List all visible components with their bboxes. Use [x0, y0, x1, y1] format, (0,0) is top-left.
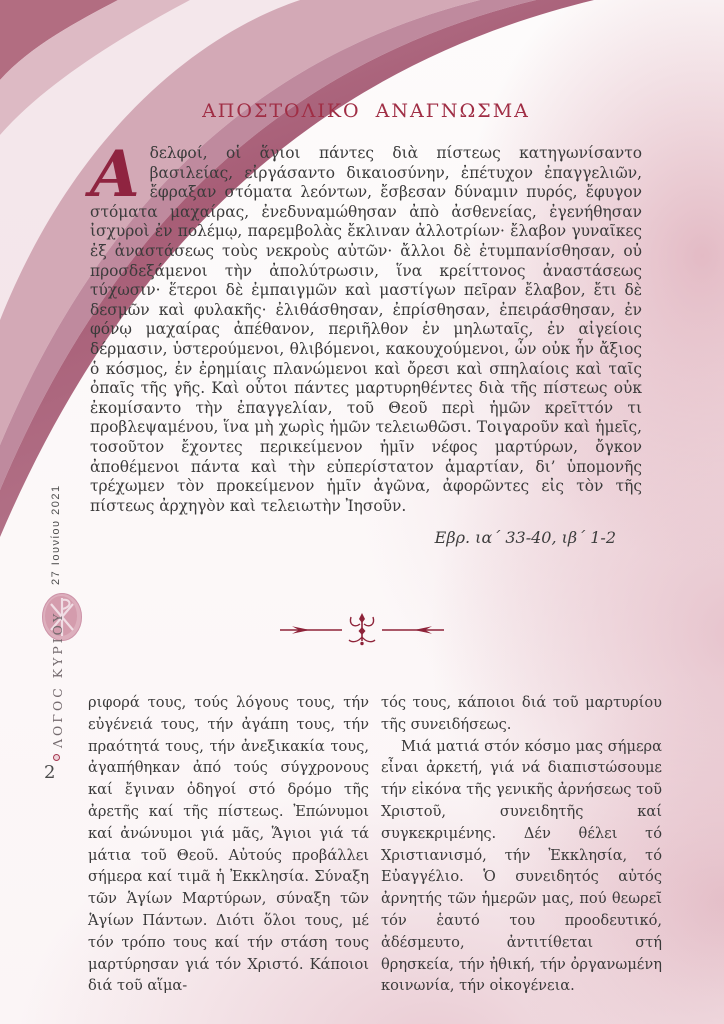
commentary-paragraph: ριφορά τους, τούς λόγους τους, τήν εὐγένειά τους, τήν ἀγάπη τους, τήν πραότητά τους, τήν ἀνεξικακία τους, ἀγαπήθηκαν ἀπό τούς σύγχρονους καί ἔγιναν ὁδηγοί στό δρόμο τῆς ἀρετῆς καί τῆς πίστεως. Ἐπώνυμοι καί ἀνώνυμοι γιά μᾶς, Ἅγιοι γιά τά μάτια τοῦ Θεοῦ. Αὐτούς προβάλλει σήμερα καί τιμᾶ ἡ Ἐκκλησία. Σύναξη τῶν Ἁγίων Μαρτύρων, σύναξη τῶν Ἁγίων Πάντων. Διότι ὅλοι τους, μέ τόν τρόπο τους καί τήν στάση τους μαρτύρησαν γιά τόν Χριστό. Κάποιοι διά τοῦ αἵμα-	[88, 694, 369, 995]
drop-cap-initial: Α	[90, 137, 140, 212]
reading-paragraph	[90, 137, 642, 516]
reading-text: δελφοί, οἱ ἅγιοι πάντες διὰ πίστεως κατηγωνίσαντο βασιλείας, εἰργάσαντο δικαιοσύνην, ἐπέτυχον ἐπαγγελιῶν, ἔφραξαν στόματα λεόντων, ἔσβεσαν δύναμιν πυρός, ἔφυγον στόματα μαχαίρας, ἐνεδυναμώθησαν ἀπὸ ἀσθενείας, ἐγενήθησαν ἰσχυροὶ ἐν πολέμῳ, παρεμβολὰς ἔκλιναν ἀλλοτρίων· ἔλαβον γυναῖκες ἐξ ἀναστάσεως τοὺς νεκροὺς αὐτῶν· ἄλλοι δὲ ἐτυμπανίσθησαν, οὐ προσδεξάμενοι τὴν ἀπολύτρωσιν, ἵνα κρείττονος ἀναστάσεως τύχωσιν· ἕτεροι δὲ ἐμπαιγμῶν καὶ μαστίγων πεῖραν ἔλαβον, ἔτι δὲ δεσμῶν καὶ φυλακῆς· ἐλιθάσθησαν, ἐπρίσθησαν, ἐπειράσθησαν, ἐν φόνῳ μαχαίρας ἀπέθανον, περιῆλθον ἐν μηλωταῖς, ἐν αἰγείοις δέρμασιν, ὑστερούμενοι, θλιβόμενοι, κακουχούμενοι, ὧν οὐκ ἦν ἄξιος ὁ κόσμος, ἐν ἐρημίαις πλανώμενοι καὶ ὄρεσι καὶ σπηλαίοις καὶ ταῖς ὀπαῖς τῆς γῆς. Καὶ οὗτοι πάντες μαρτυρηθέντες διὰ τῆς πίστεως οὐκ ἐκομίσαντο τὴν ἐπαγγελίαν, τοῦ Θεοῦ περὶ ἡμῶν κρεῖττόν τι προβλεψαμένου, ἵνα μὴ χωρὶς ἡμῶν τελειωθῶσι. Τοιγαροῦν καὶ ἡμεῖς, τοσοῦτον ἔχοντες περικείμενον ἡμῖν νέφος μαρτύρων, ὄγκον ἀποθέμενοι πάντα καὶ τὴν εὐπερίστατον ἁμαρτίαν, δι’ ὑπομονῆς τρέχωμεν τὸν προκείμενον ἡμῖν ἀγῶνα, ἀφορῶντες εἰς τὸν τῆς πίστεως ἀρχηγὸν καὶ τελειωτὴν Ἰησοῦν.	[90, 144, 642, 515]
page-number: 2	[44, 762, 56, 783]
page-title: ΑΠΟΣΤΟΛΙΚΟ ΑΝΑΓΝΩΣΜΑ	[202, 100, 530, 122]
scripture-reference: Εβρ. ια´ 33-40, ιβ´ 1-2	[434, 528, 616, 548]
commentary-paragraph: Μιά ματιά στόν κόσμο μας σήμερα εἶναι ἀρκετή, γιά νά διαπιστώσουμε τήν εἰκόνα τῆς γενικῆς ἀρνήσεως τοῦ Χριστοῦ, συνειδητῆς καί συγκεκριμένης. Δέν θέλει τό Χριστιανισμό, τήν Ἐκκλησία, τό Εὐαγγέλιο. Ὁ συνειδητός αὐτός ἀρνητής τῶν ἡμερῶν μας, πού θεωρεῖ τόν ἑαυτό του προοδευτικό, ἀδέσμευτο, ἀντιτίθεται στή θρησκεία, τήν ἠθική, τήν ὀργανωμένη κοινωνία, τήν οἰκογένεια.	[381, 737, 662, 995]
commentary-column-right	[381, 692, 662, 997]
apostolic-reading-section	[90, 137, 642, 548]
fleur-de-lis-divider-icon	[278, 610, 446, 650]
publication-title-label: ΛΟΓΟC ΚΥΡΙΟΥ	[50, 610, 65, 748]
commentary-paragraph: τός τους, κάποιοι διά τοῦ μαρτυρίου τῆς συνειδήσεως.	[381, 694, 662, 733]
red-ring-dot-icon	[53, 754, 60, 761]
issue-date-label: 27 Ιουνίου 2021	[50, 484, 62, 585]
commentary-columns	[88, 692, 662, 997]
commentary-column-left	[88, 692, 369, 997]
